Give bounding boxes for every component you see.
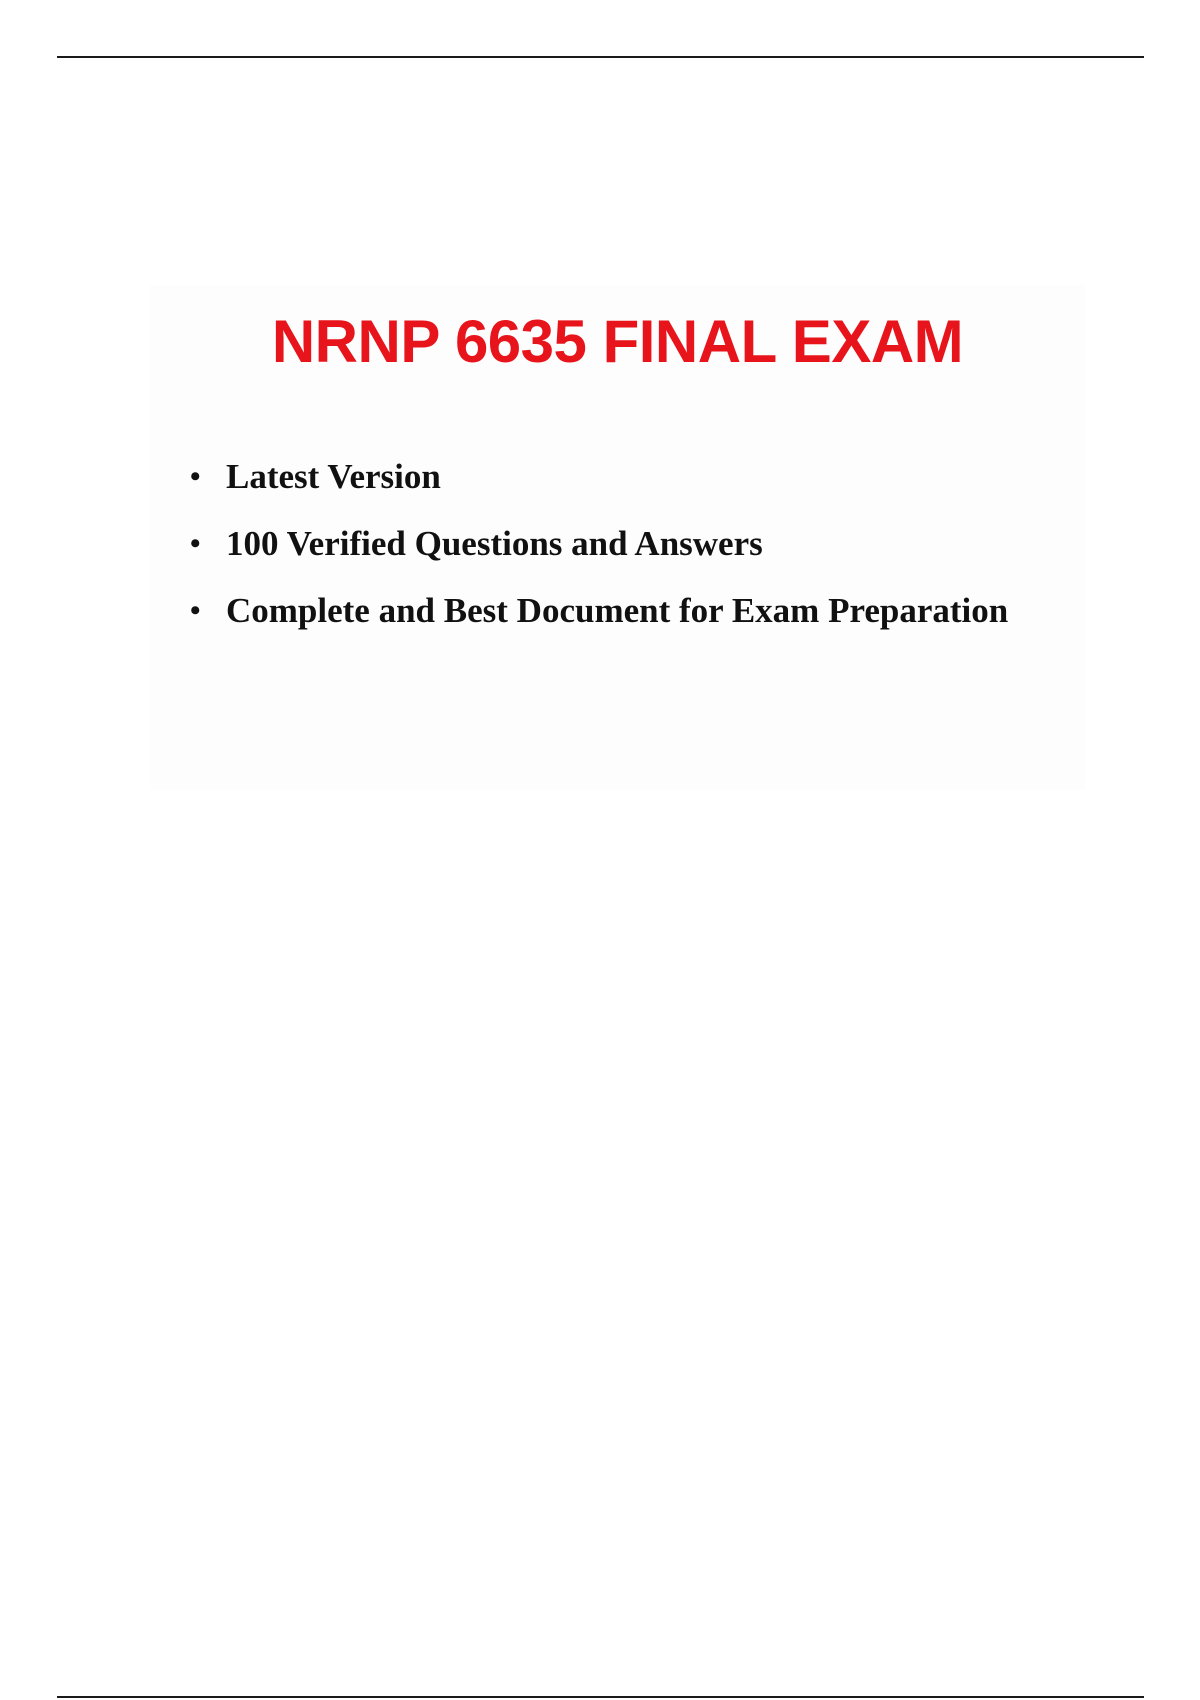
document-title: NRNP 6635 FINAL EXAM: [271, 308, 964, 375]
bullet-icon: •: [190, 460, 201, 493]
bullet-icon: •: [190, 527, 201, 560]
list-item: [190, 591, 1008, 658]
list-item-text: 100 Verified Questions and Answers: [226, 524, 763, 563]
footer-rule: [57, 1696, 1144, 1698]
list-item: [190, 524, 1008, 591]
list-item-text: Complete and Best Document for Exam Preparation: [226, 591, 1009, 630]
list-item-text: Latest Version: [226, 457, 441, 496]
feature-list: [190, 457, 1008, 658]
list-item: [190, 457, 1008, 524]
header-rule: [57, 56, 1144, 58]
bullet-icon: •: [190, 594, 201, 627]
cover-image: [150, 285, 1085, 790]
